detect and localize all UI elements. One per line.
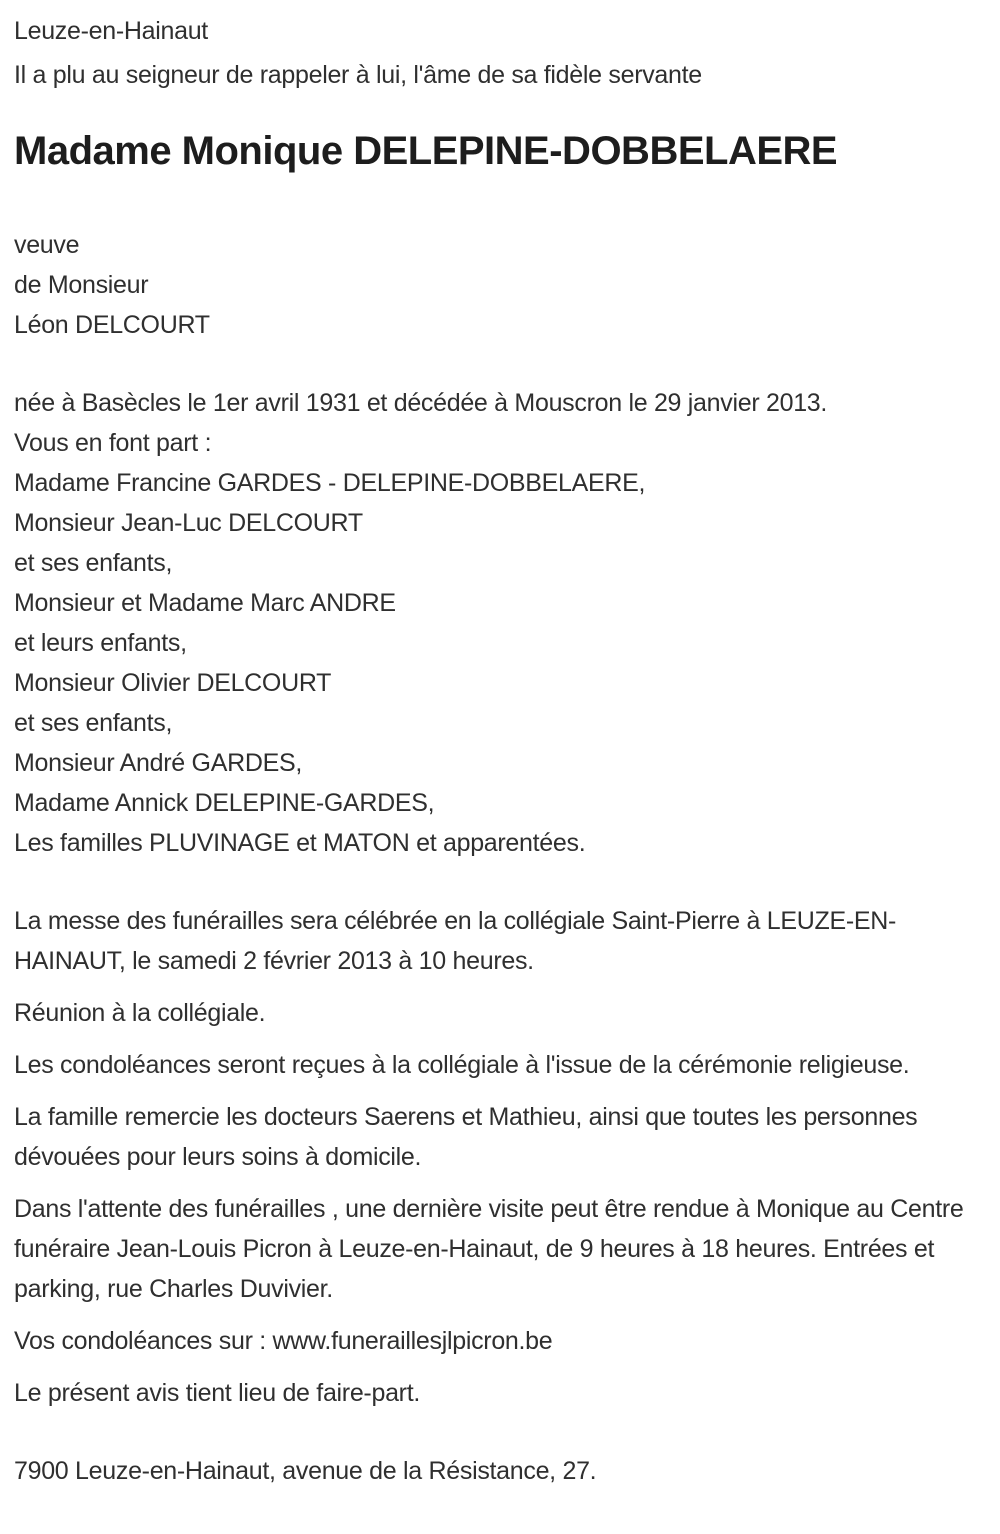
- widow-block: [14, 225, 985, 345]
- city-line: Leuze-en-Hainaut: [14, 17, 208, 45]
- announced-by-label: Vous en font part :: [14, 429, 212, 457]
- announcer-line: et ses enfants,: [14, 709, 173, 737]
- widow-line: veuve: [14, 231, 80, 259]
- widow-line: de Monsieur: [14, 271, 149, 299]
- family-block: [14, 383, 985, 863]
- announcer-line: Madame Annick DELEPINE-GARDES,: [14, 789, 435, 817]
- visit-info-paragraph: Dans l'attente des funérailles , une dernière visite peut être rendue à Monique au Centre funéraire Jean-Louis Picron à Leuze-en-Hainaut, de 9 heures à 18 heures. Entrées et parking, rue Charles Duvivier.: [14, 1195, 964, 1303]
- mass-announcement-paragraph: La messe des funérailles sera célébrée en la collégiale Saint-Pierre à LEUZE-EN-HAINAUT, le samedi 2 février 2013 à 10 heures.: [14, 907, 896, 975]
- announcer-line: Madame Francine GARDES - DELEPINE-DOBBELAERE,: [14, 469, 646, 497]
- thanks-paragraph: La famille remercie les docteurs Saerens et Mathieu, ainsi que toutes les personnes dévouées pour leurs soins à domicile.: [14, 1103, 918, 1171]
- announcer-line: Monsieur André GARDES,: [14, 749, 302, 777]
- announcer-line: Monsieur Jean-Luc DELCOURT: [14, 509, 363, 537]
- opening-line: Il a plu au seigneur de rappeler à lui, l'âme de sa fidèle servante: [14, 61, 702, 89]
- faire-part-statement-paragraph: Le présent avis tient lieu de faire-part.: [14, 1379, 420, 1407]
- birth-death-line: née à Basècles le 1er avril 1931 et décédée à Mouscron le 29 janvier 2013.: [14, 389, 828, 417]
- widow-line: Léon DELCOURT: [14, 311, 210, 339]
- announcer-line: et leurs enfants,: [14, 629, 187, 657]
- online-condolences-paragraph: Vos condoléances sur : www.funeraillesjlpicron.be: [14, 1327, 553, 1355]
- announcer-line: Monsieur et Madame Marc ANDRE: [14, 589, 396, 617]
- announcer-line: Les familles PLUVINAGE et MATON et apparentées.: [14, 829, 586, 857]
- announcer-line: et ses enfants,: [14, 549, 173, 577]
- meeting-paragraph: Réunion à la collégiale.: [14, 999, 266, 1027]
- condolences-reception-paragraph: Les condoléances seront reçues à la collégiale à l'issue de la cérémonie religieuse.: [14, 1051, 910, 1079]
- announcer-line: Monsieur Olivier DELCOURT: [14, 669, 332, 697]
- funeral-home-address-line: 7900 Leuze-en-Hainaut, avenue de la Résistance, 27.: [14, 1457, 597, 1485]
- deceased-name-title: Madame Monique DELEPINE-DOBBELAERE: [14, 129, 838, 173]
